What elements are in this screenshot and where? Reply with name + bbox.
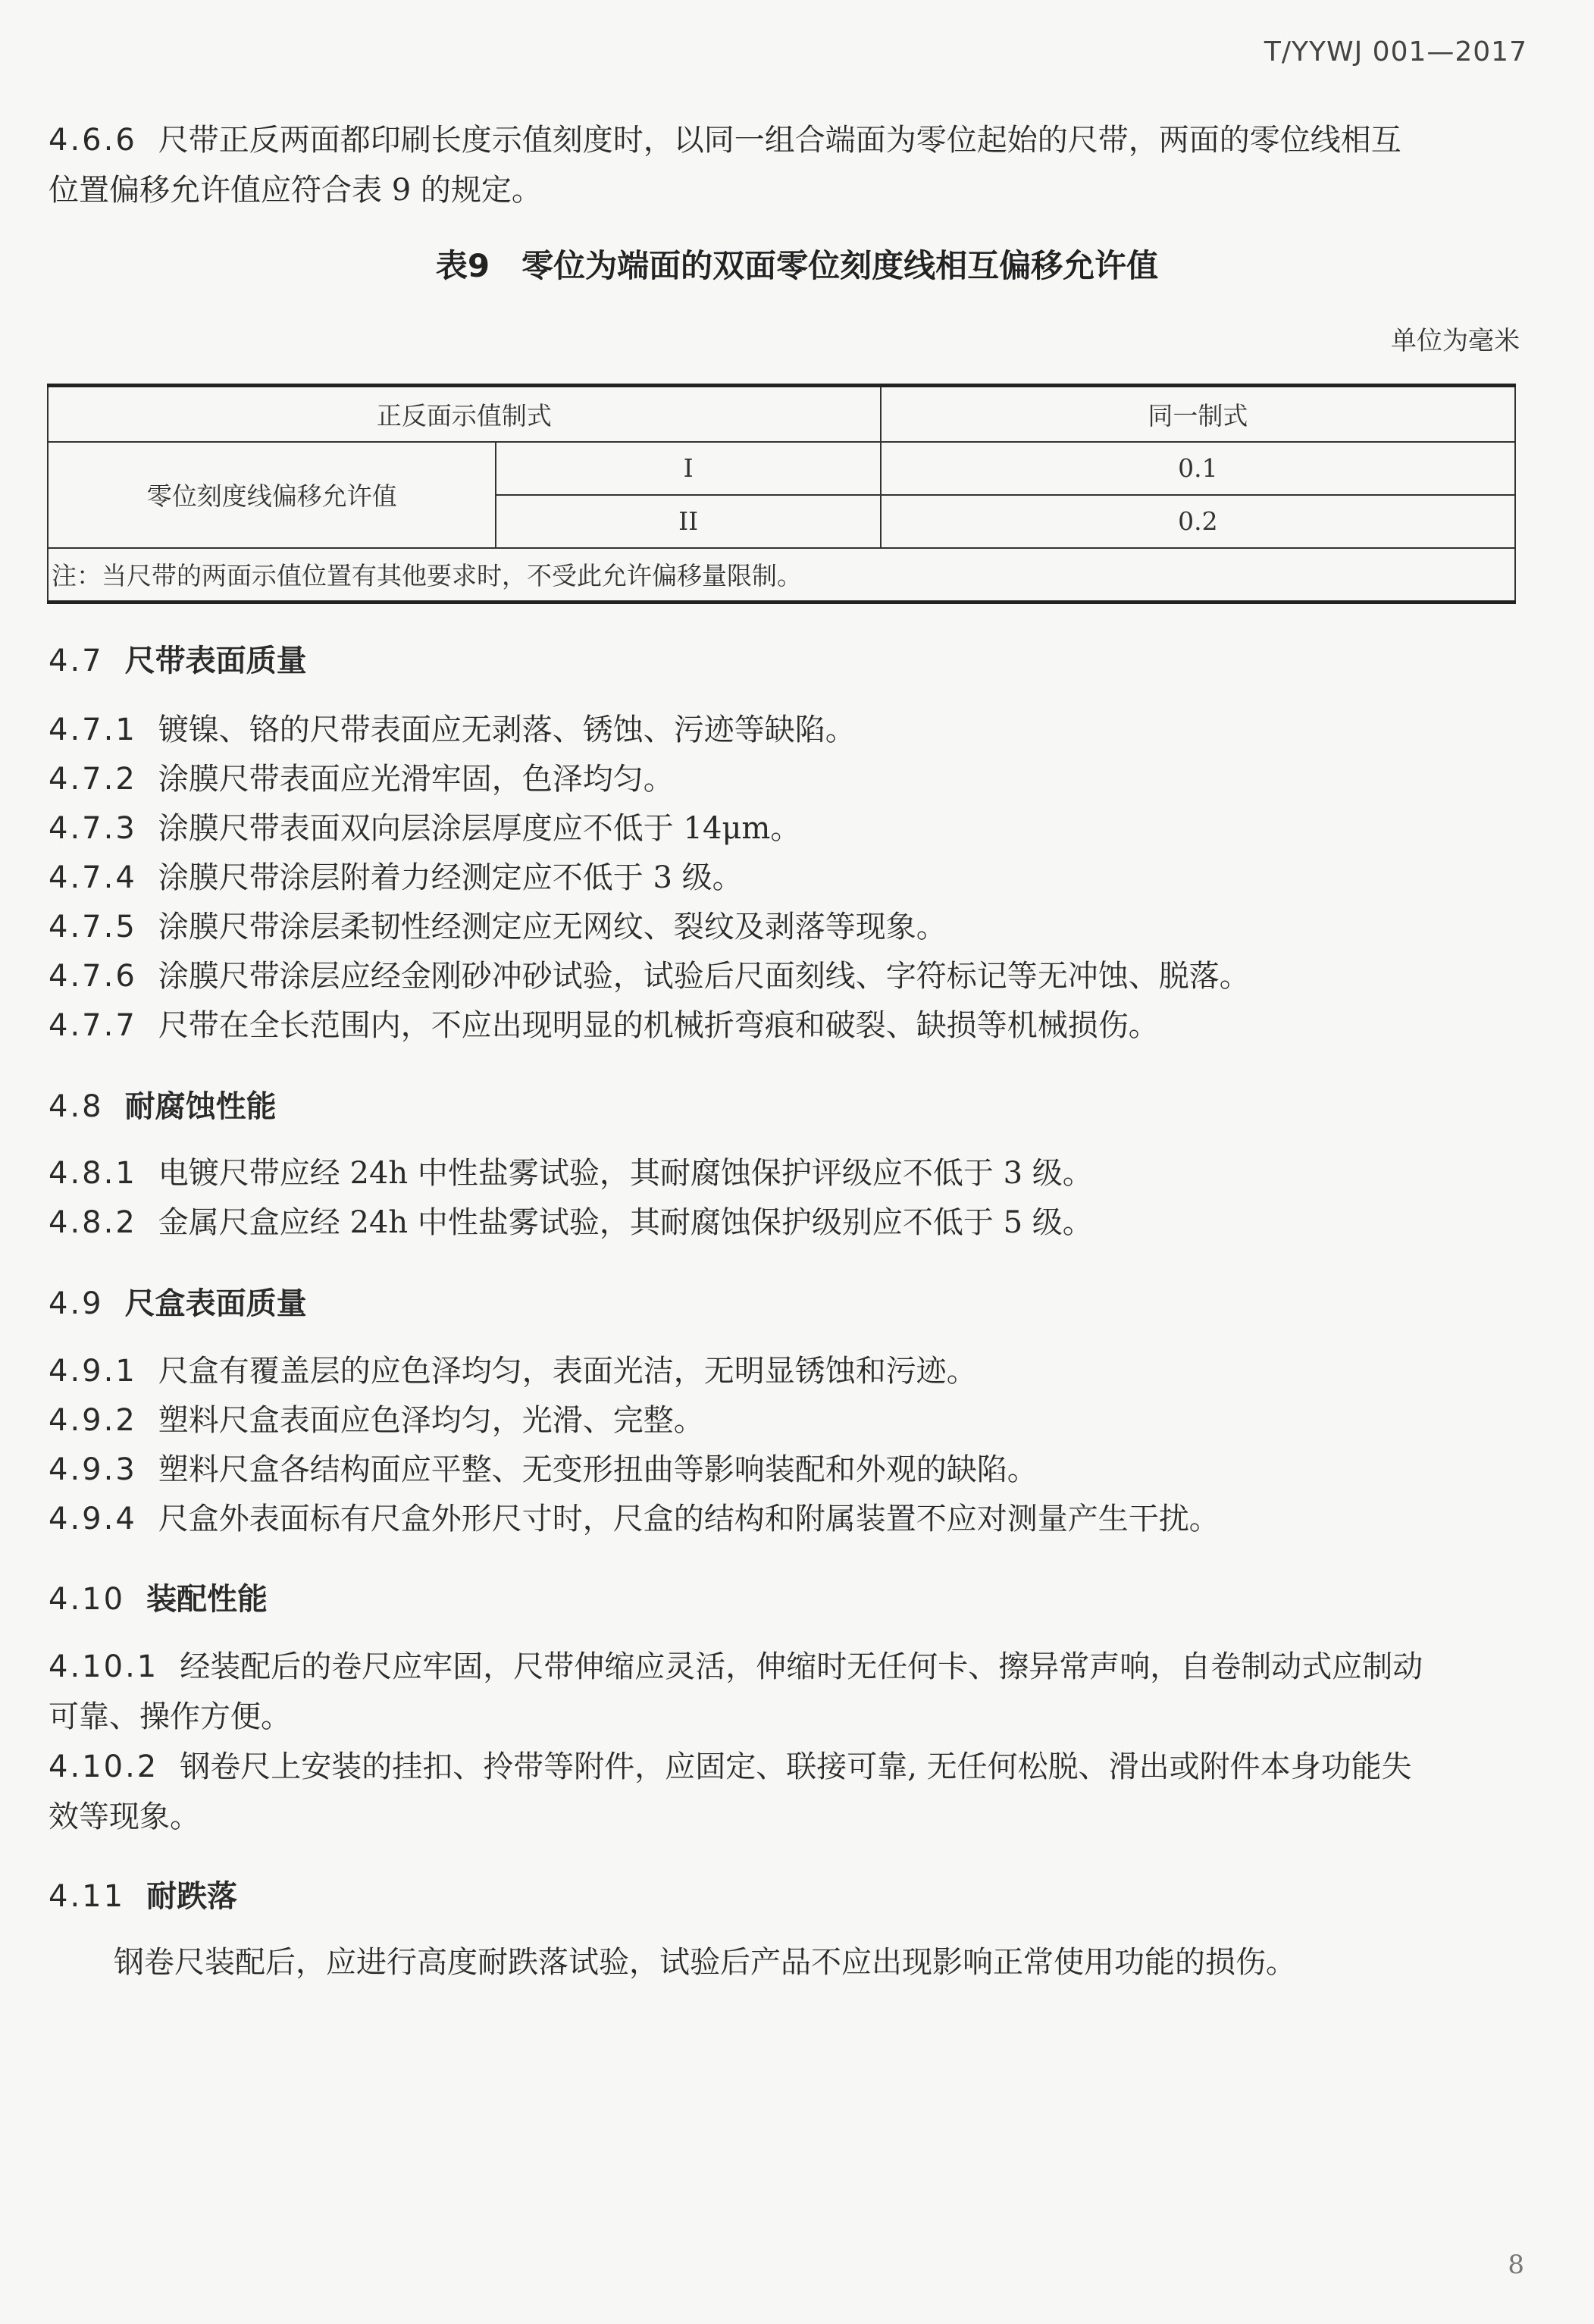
value-cell: 0.1 (881, 442, 1515, 495)
section-title: 尺带表面质量 (124, 644, 307, 678)
clause-4-8-1 (49, 1148, 1534, 1198)
clause-number: 4.10.1 (49, 1649, 159, 1684)
clause-text: 涂膜尺带涂层柔韧性经测定应无网纹、裂纹及剥落等现象。 (158, 910, 947, 944)
section-title: 耐腐蚀性能 (124, 1089, 277, 1124)
value-cell: 0.2 (881, 495, 1515, 548)
offset-table (47, 384, 1516, 604)
clause-text: 塑料尺盒各结构面应平整、无变形扭曲等影响装配和外观的缺陷。 (158, 1452, 1038, 1487)
clause-text: 尺带正反两面都印刷长度示值刻度时，以同一组合端面为零位起始的尺带，两面的零位线相互 (158, 123, 1401, 158)
clause-text: 尺盒外表面标有尺盒外形尺寸时，尺盒的结构和附属装置不应对测量产生干扰。 (158, 1502, 1220, 1536)
clause-4-10-1 (49, 1642, 1534, 1692)
clause-text: 钢卷尺装配后，应进行高度耐跌落试验，试验后产品不应出现影响正常使用功能的损伤。 (114, 1945, 1296, 1980)
clause-4-7-4 (49, 853, 1534, 903)
clause-4-6-6-cont (49, 165, 1534, 215)
clause-4-10-2 (49, 1742, 1534, 1792)
section-heading-4-10 (49, 1575, 268, 1618)
clause-text: 钢卷尺上安装的挂扣、拎带等附件，应固定、联接可靠, 无任何松脱、滑出或附件本身功能失 (180, 1749, 1412, 1784)
clause-number: 4.8.2 (49, 1205, 137, 1240)
section-title: 尺盒表面质量 (124, 1286, 307, 1321)
clause-4-9-3 (49, 1445, 1534, 1495)
clause-4-7-6 (49, 951, 1534, 1001)
clause-4-7-3 (49, 803, 1534, 853)
section-heading-4-11 (49, 1872, 237, 1915)
clause-text: 效等现象。 (49, 1799, 200, 1834)
section-number: 4.10 (49, 1582, 126, 1617)
clause-number: 4.6.6 (49, 123, 137, 158)
clause-4-7-5 (49, 902, 1534, 952)
clause-number: 4.9.2 (49, 1403, 137, 1438)
table-header-row (48, 386, 1515, 442)
clause-text: 金属尺盒应经 24h 中性盐雾试验，其耐腐蚀保护级别应不低于 5 级。 (158, 1205, 1093, 1240)
clause-4-7-2 (49, 754, 1534, 804)
table-title: 表9 零位为端面的双面零位刻度线相互偏移允许值 (435, 247, 1159, 284)
grade-cell: II (496, 495, 880, 548)
clause-4-6-6 (49, 115, 1534, 165)
section-title: 耐跌落 (146, 1879, 238, 1914)
clause-text: 镀镍、铬的尺带表面应无剥落、锈蚀、污迹等缺陷。 (158, 713, 856, 747)
clause-4-9-2 (49, 1395, 1534, 1445)
table-row (48, 442, 1515, 495)
section-number: 4.9 (49, 1286, 104, 1321)
table-unit: 单位为毫米 (1391, 326, 1520, 356)
clause-4-7-7 (49, 1001, 1534, 1051)
clause-text: 塑料尺盒表面应色泽均匀，光滑、完整。 (158, 1403, 704, 1438)
clause-number: 4.7.2 (49, 762, 137, 797)
clause-number: 4.7.6 (49, 959, 137, 994)
section-number: 4.11 (49, 1879, 126, 1914)
clause-4-11-text (114, 1937, 1531, 1987)
table-note: 注：当尺带的两面示值位置有其他要求时，不受此允许偏移量限制。 (48, 548, 1515, 603)
section-number: 4.8 (49, 1089, 104, 1124)
section-number: 4.7 (49, 644, 104, 678)
clause-number: 4.8.1 (49, 1156, 137, 1191)
section-title: 装配性能 (146, 1582, 268, 1617)
clause-text: 涂膜尺带涂层附着力经测定应不低于 3 级。 (158, 860, 743, 895)
clause-text: 涂膜尺带表面应光滑牢固，色泽均匀。 (158, 762, 674, 797)
clause-text: 涂膜尺带表面双向层涂层厚度应不低于 14μm。 (158, 811, 801, 846)
clause-number: 4.7.7 (49, 1008, 137, 1043)
grade-cell: I (496, 442, 880, 495)
table-note-row (48, 548, 1515, 603)
clause-number: 4.7.3 (49, 811, 137, 846)
clause-number: 4.7.1 (49, 713, 137, 747)
standard-code: T/YYWJ 001—2017 (1264, 36, 1527, 67)
clause-number: 4.9.4 (49, 1502, 137, 1536)
clause-text: 尺盒有覆盖层的应色泽均匀，表面光洁，无明显锈蚀和污迹。 (158, 1354, 977, 1389)
clause-4-10-1-cont (49, 1692, 1534, 1742)
header-cell: 正反面示值制式 (48, 386, 881, 442)
clause-4-9-1 (49, 1346, 1534, 1396)
page-number: 8 (1508, 2250, 1524, 2280)
section-heading-4-7 (49, 637, 307, 680)
clause-text: 尺带在全长范围内，不应出现明显的机械折弯痕和破裂、缺损等机械损伤。 (158, 1008, 1159, 1043)
clause-number: 4.9.1 (49, 1354, 137, 1389)
clause-number: 4.7.5 (49, 910, 137, 944)
section-heading-4-8 (49, 1082, 277, 1126)
clause-number: 4.10.2 (49, 1749, 159, 1784)
clause-text: 经装配后的卷尺应牢固，尺带伸缩应灵活，伸缩时无任何卡、擦异常声响，自卷制动式应制动 (180, 1649, 1423, 1684)
clause-4-9-4 (49, 1494, 1534, 1544)
clause-4-8-2 (49, 1198, 1534, 1248)
clause-text: 涂膜尺带涂层应经金刚砂冲砂试验，试验后尺面刻线、字符标记等无冲蚀、脱落。 (158, 959, 1250, 994)
clause-number: 4.7.4 (49, 860, 137, 895)
clause-text: 可靠、操作方便。 (49, 1699, 291, 1734)
clause-number: 4.9.3 (49, 1452, 137, 1487)
clause-text: 位置偏移允许值应符合表 9 的规定。 (49, 173, 542, 208)
clause-4-10-2-cont (49, 1792, 1534, 1842)
row-label-cell: 零位刻度线偏移允许值 (48, 442, 496, 548)
clause-4-7-1 (49, 705, 1534, 755)
header-cell: 同一制式 (881, 386, 1515, 442)
clause-text: 电镀尺带应经 24h 中性盐雾试验，其耐腐蚀保护评级应不低于 3 级。 (158, 1156, 1093, 1191)
section-heading-4-9 (49, 1279, 307, 1323)
